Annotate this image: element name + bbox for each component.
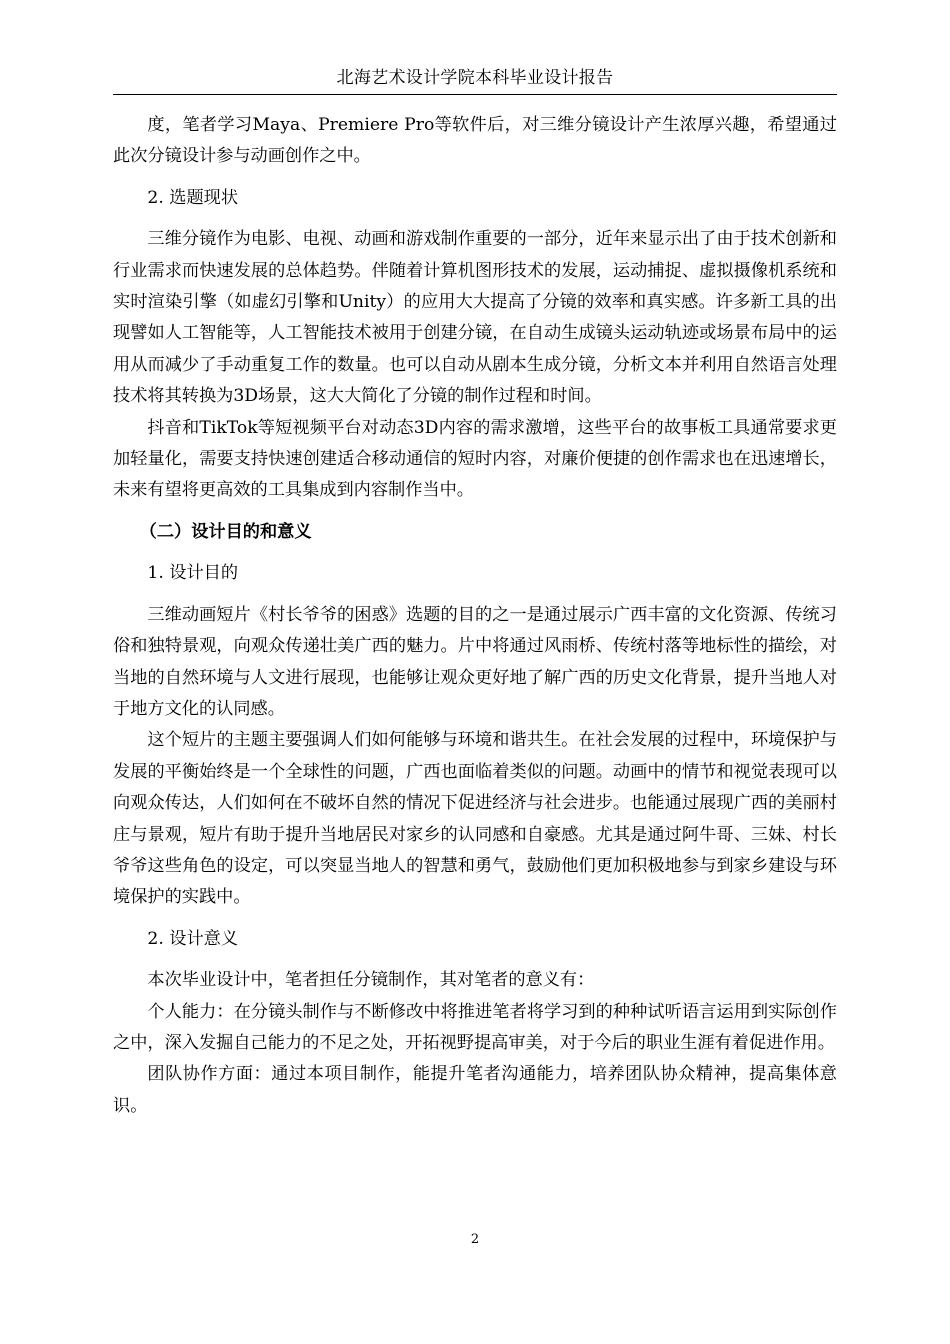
page-number: 2 <box>470 1232 480 1247</box>
paragraph-purpose-2: 这个短片的主题主要强调人们如何能够与环境和谐共生。在社会发展的过程中，环境保护与发展的平衡始终是一个全球性的问题，广西也面临着类似的问题。动画中的情节和视觉表现可以向观众传达，人们如何在不破坏自然的情况下促进经济与社会进步。也能通过展现广西的美丽村庄与景观，短片有助于提升当地居民对家乡的认同感和自豪感。尤其是通过阿牛哥、三妹、村长爷爷这些角色的设定，可以突显当地人的智慧和勇气，鼓励他们更加积极地参与到家乡建设与环境保护的实践中。 <box>113 730 837 908</box>
paragraph-status-1: 三维分镜作为电影、电视、动画和游戏制作重要的一部分，近年来显示出了由于技术创新和行业需求而快速发展的总体趋势。伴随着计算机图形技术的发展，运动捕捉、虚拟摄像机系统和实时渲染引擎（如虚幻引擎和Unity）的应用大大提高了分镜的效率和真实感。许多新工具的出现譬如人工智能等，人工智能技术被用于创建分镜，在自动生成镜头运动轨迹或场景布局中的运用从而减少了手动重复工作的数量。也可以自动从剧本生成分镜，分析文本并利用自然语言处理技术将其转换为3D场景，这大大简化了分镜的制作过程和时间。 <box>113 229 837 407</box>
paragraph-status-2: 抖音和TikTok等短视频平台对动态3D内容的需求激增，这些平台的故事板工具通常要求更加轻量化，需要支持快速创建适合移动通信的短时内容，对廉价便捷的创作需求也在迅速增长，未来有望将更高效的工具集成到内容制作当中。 <box>113 417 837 501</box>
heading-design-significance: 2. 设计意义 <box>147 928 239 949</box>
page-header <box>113 64 837 95</box>
heading-design-purpose: 1. 设计目的 <box>147 563 239 584</box>
paragraph-significance-1: 本次毕业设计中，笔者担任分镜制作，其对笔者的意义有： <box>147 970 595 991</box>
section-heading-purpose-significance: （二）设计目的和意义 <box>139 521 312 542</box>
paragraph-significance-3: 团队协作方面：通过本项目制作，能提升笔者沟通能力，培养团队协众精神，提高集体意识。 <box>113 1064 837 1116</box>
document-body <box>113 110 837 1122</box>
header-title: 北海艺术设计学院本科毕业设计报告 <box>336 68 614 88</box>
paragraph-purpose-1: 三维动画短片《村长爷爷的困惑》选题的目的之一是通过展示广西丰富的文化资源、传统习俗和独特景观，向观众传递壮美广西的魅力。片中将通过风雨桥、传统村落等地标性的描绘，对当地的自然环境与人文进行展现，也能够让观众更好地了解广西的历史文化背景，提升当地人对于地方文化的认同感。 <box>113 604 837 719</box>
paragraph-significance-2: 个人能力：在分镜头制作与不断修改中将推进笔者将学习到的种种试听语言运用到实际创作之中，深入发掘自己能力的不足之处，开拓视野提高审美，对于今后的职业生涯有着促进作用。 <box>113 1001 837 1053</box>
heading-topic-status: 2. 选题现状 <box>147 187 239 208</box>
paragraph-intro: 度，笔者学习Maya、Premiere Pro等软件后，对三维分镜设计产生浓厚兴趣，希望通过此次分镜设计参与动画创作之中。 <box>113 115 837 167</box>
